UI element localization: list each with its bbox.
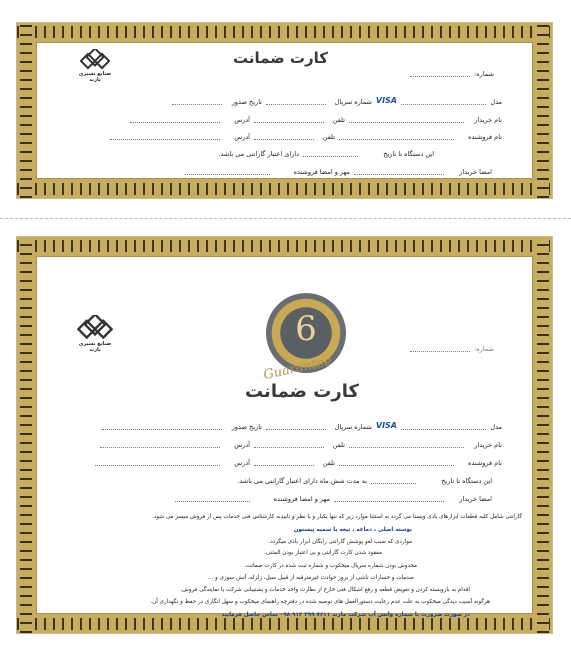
- model-label: مدل: [490, 98, 502, 106]
- visa-logo: VISA: [375, 96, 397, 105]
- terms-item: مفقود شدن کارت گارانتی و بی اعتبار بودن المثنی.: [264, 550, 382, 556]
- serial-label: شماره سریال: [334, 98, 372, 106]
- border-pattern: [17, 26, 552, 38]
- terms-item: اقدام به بازوبسته کردن و تعویض قطعه و رفع اشکال فنی خارج از نظارت واحد خدمات و پشتیبانی شرکت یا نمایندگی فروش.: [180, 587, 470, 593]
- terms-item: مخدوش بودن شماره سریال میخکوب و شماره ثبت شده در کارت ضمانت.: [244, 563, 417, 569]
- warranty-date-field[interactable]: [371, 477, 416, 484]
- address-label: آدرس: [234, 116, 250, 124]
- model-field[interactable]: [401, 98, 486, 105]
- seller-sign-field[interactable]: [185, 168, 270, 175]
- buyer-name-field[interactable]: [349, 116, 464, 123]
- phone-field[interactable]: [254, 441, 324, 448]
- terms-item: هرگونه آسیب دیدگی میخکوب به علت عدم رعایت دستورالعمل های توصیه شده در دفترچه راهنمای میخکوب و سهل انگاری در حفظ و نگهداری آن.: [150, 599, 490, 605]
- border-pattern: [537, 23, 549, 198]
- card-body: [36, 256, 533, 618]
- contact-note: در صورت ضرورت با شماره واتس آپ شرکت مازند ۷۶۱۱ ۳۹۹ ۹۱۲ ۰۹۸ تماس حاصل فرمایید: [221, 612, 470, 618]
- address-field[interactable]: [130, 116, 220, 123]
- warranty-text-b: به مدت شش ماه دارای اعتبار گارانتی می باشد.: [237, 477, 367, 485]
- seller-name-label: نام فروشنده: [468, 459, 502, 467]
- buyer-name-field[interactable]: [349, 441, 464, 448]
- serial-no-field[interactable]: [410, 345, 470, 352]
- warranty-text-a: این دستگاه تا تاریخ: [383, 150, 434, 158]
- address-field[interactable]: [100, 441, 220, 448]
- address-label: آدرس: [234, 133, 250, 141]
- border-pattern: [20, 23, 32, 198]
- serial-label: شماره سریال: [334, 423, 372, 431]
- serial-no-label: شماره:: [474, 345, 494, 353]
- serial-field[interactable]: [266, 98, 326, 105]
- seller-sign-label: مهر و امضا فروشنده: [273, 495, 330, 503]
- border-pattern: [17, 618, 552, 630]
- terms-item: بوسته اصلی ، دماغه ، تیغه یا سمبه پیستون: [293, 527, 412, 533]
- phone-field[interactable]: [254, 459, 314, 466]
- address-field[interactable]: [110, 133, 220, 140]
- phone-label: تلفن: [332, 116, 345, 124]
- buyer-sign-label: امضا خریدار: [459, 495, 492, 503]
- buyer-sign-field[interactable]: [334, 495, 444, 502]
- issue-date-field[interactable]: [172, 98, 222, 105]
- issue-date-field[interactable]: [102, 423, 222, 430]
- border-pattern: [20, 237, 32, 633]
- phone-label: تلفن: [322, 133, 335, 141]
- phone-field[interactable]: [254, 133, 314, 140]
- address-label: آدرس: [234, 441, 250, 449]
- card-title: کارت ضمانت: [233, 49, 328, 67]
- brand-logo-icon: [77, 315, 113, 341]
- address-field[interactable]: [95, 459, 220, 466]
- terms-item: مواردی که سبب لغو پوشش گارانتی رایگان ابزار بادی میگردد.: [268, 539, 412, 545]
- warranty-text-b: دارای اعتبار گارانتی می باشد.: [218, 150, 299, 158]
- issue-date-label: تاریخ صدور: [231, 423, 262, 431]
- address-label: آدرس: [234, 459, 250, 467]
- buyer-name-label: نام خریدار: [474, 441, 502, 449]
- seller-name-field[interactable]: [339, 133, 454, 140]
- serial-field[interactable]: [266, 423, 326, 430]
- warranty-card-short: [16, 22, 553, 199]
- brand-name: صنایع نسیری بازند: [78, 341, 112, 353]
- seal-number: 6: [295, 309, 317, 349]
- phone-label: تلفن: [322, 459, 335, 467]
- buyer-sign-label: امضا خریدار: [459, 168, 492, 176]
- border-pattern: [537, 237, 549, 633]
- brand-logo-icon: [80, 49, 110, 71]
- buyer-sign-field[interactable]: [354, 168, 444, 175]
- card-body: [36, 42, 533, 179]
- terms-item: گارانتی شامل کلیه قطعات ابزارهای بادی ویستا می گردد به استثنا موارد زیر که تنها یکبار و با نظر و تاییدیه کارشناس فنی خدمات پس از فروش میسر می شود.: [152, 514, 522, 520]
- warranty-date-field[interactable]: [303, 150, 358, 157]
- issue-date-label: تاریخ صدور: [231, 98, 262, 106]
- border-pattern: [17, 240, 552, 252]
- terms-item: صدمات و خسارات ناشی از بروز حوادث غیرمترقبه از قبیل سیل، زلزله، آتش سوزی و ...: [208, 575, 414, 581]
- model-label: مدل: [490, 423, 502, 431]
- seller-sign-label: مهر و امضا فروشنده: [293, 168, 350, 176]
- serial-no-field[interactable]: [410, 70, 470, 77]
- buyer-name-label: نام خریدار: [474, 116, 502, 124]
- border-pattern: [17, 183, 552, 195]
- phone-label: تلفن: [332, 441, 345, 449]
- brand-name: صنایع نسیری بازند: [78, 71, 112, 83]
- cut-line: [0, 218, 571, 219]
- seal-text: Guarantee: [262, 353, 334, 384]
- serial-no-label: شماره:: [474, 70, 494, 78]
- seller-name-label: نام فروشنده: [468, 133, 502, 141]
- seller-sign-field[interactable]: [175, 495, 250, 502]
- warranty-card-full: [16, 236, 553, 634]
- seller-name-field[interactable]: [339, 459, 454, 466]
- phone-field[interactable]: [254, 116, 324, 123]
- model-field[interactable]: [401, 423, 486, 430]
- warranty-text-a: این دستگاه تا تاریخ: [441, 477, 492, 485]
- visa-logo: VISA: [375, 421, 397, 430]
- card-title: کارت ضمانت: [245, 381, 359, 402]
